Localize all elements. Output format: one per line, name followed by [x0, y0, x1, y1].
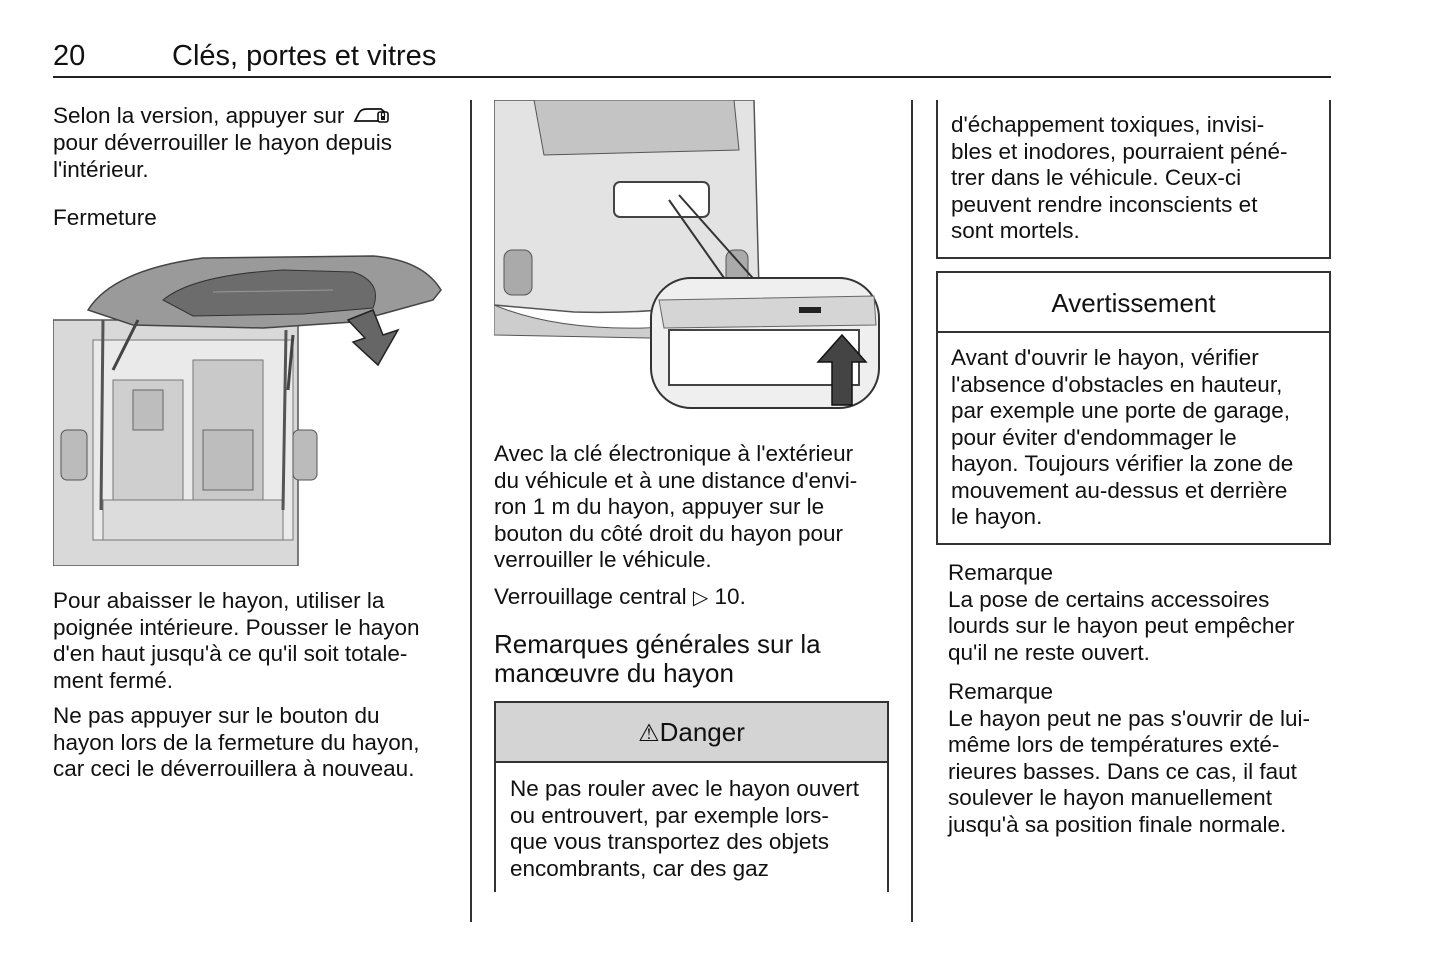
text-line: soulever le hayon manuellement: [948, 785, 1272, 810]
text-line: hayon. Toujours vérifier la zone de: [951, 451, 1294, 476]
text-line: car ceci le déverrouillera à nouveau.: [53, 756, 415, 781]
text-line: trer dans le véhicule. Ceux-ci: [951, 165, 1242, 190]
cross-reference[interactable]: [494, 584, 746, 612]
danger-box: [494, 701, 889, 892]
text-line: encombrants, car des gaz: [510, 855, 769, 881]
text-line: d'échappement toxiques, invisi-: [951, 112, 1265, 137]
note-2: [948, 679, 1310, 838]
text-line: rieures basses. Dans ce cas, il faut: [948, 758, 1297, 784]
note-1: [948, 560, 1294, 666]
page-number: 20: [53, 40, 86, 72]
column-divider-1: [470, 100, 472, 922]
header-divider: [53, 76, 1331, 78]
text-line: verrouiller le véhicule.: [494, 547, 712, 572]
text-line: d'en haut jusqu'à ce qu'il soit totale-: [53, 641, 408, 666]
text-line: Pour abaisser le hayon, utiliser la: [53, 588, 385, 613]
text-line: mouvement au-dessus et derrière: [951, 477, 1288, 503]
xref-text: Verrouillage central: [494, 584, 687, 609]
text-line: bouton du côté droit du hayon pour: [494, 520, 844, 546]
text-line: peuvent rendre inconscients et: [951, 191, 1258, 217]
text-line: ron 1 m du hayon, appuyer sur le: [494, 494, 825, 519]
text-line: que vous transportez des objets: [510, 829, 829, 854]
text-line: bles et inodores, pourraient péné-: [951, 138, 1288, 164]
tailgate-closing-illustration: [53, 250, 445, 566]
xref-arrow-icon: ▷: [692, 587, 709, 609]
text-line: le hayon.: [951, 504, 1043, 529]
text-line: ment fermé.: [53, 667, 174, 693]
text-line: qu'il ne reste ouvert.: [948, 639, 1150, 665]
text-line: par exemple une porte de garage,: [951, 398, 1290, 423]
text-line: l'absence d'obstacles en hauteur,: [951, 371, 1283, 397]
intro-line-2: pour déverrouiller le hayon depuis: [53, 130, 392, 155]
paragraph-do-not-press: [53, 703, 419, 783]
warning-title: Avertissement: [938, 273, 1329, 333]
note-title: Remarque: [948, 679, 1054, 704]
note-title: Remarque: [948, 560, 1054, 585]
text-line: Avec la clé électronique à l'extérieur: [494, 441, 854, 466]
danger-header: [496, 703, 887, 763]
text-line: Le hayon peut ne pas s'ouvrir de lui-: [948, 705, 1311, 731]
heading-line: manœuvre du hayon: [494, 658, 734, 688]
text-line: hayon lors de la fermeture du hayon,: [53, 729, 420, 755]
paragraph-lower-tailgate: [53, 588, 420, 694]
text-line: Avant d'ouvrir le hayon, vérifier: [951, 345, 1259, 370]
danger-body: [496, 763, 887, 882]
text-line: même lors de températures exté-: [948, 732, 1280, 757]
text-line: Ne pas appuyer sur le bouton du: [53, 703, 380, 728]
paragraph-electronic-key: [494, 441, 857, 574]
text-line: poignée intérieure. Pousser le hayon: [53, 614, 420, 640]
intro-line-1: Selon la version, appuyer sur: [53, 103, 393, 130]
tailgate-key-icon: [353, 104, 393, 126]
subheading-fermeture: Fermeture: [53, 205, 157, 230]
danger-box-continued: [936, 100, 1331, 259]
tailgate-button-illustration: [494, 100, 884, 412]
section-heading: [494, 630, 821, 688]
column-divider-2: [911, 100, 913, 922]
text-line: Ne pas rouler avec le hayon ouvert: [510, 776, 859, 801]
text-line: jusqu'à sa position finale normale.: [948, 811, 1287, 837]
warning-box: [936, 271, 1331, 545]
heading-line: Remarques générales sur la: [494, 629, 821, 659]
text-line: sont mortels.: [951, 218, 1080, 243]
text-line: du véhicule et à une distance d'envi-: [494, 467, 858, 493]
warning-triangle-icon: ⚠: [638, 720, 660, 747]
text-line: ou entrouvert, par exemple lors-: [510, 802, 829, 828]
danger-title: Danger: [659, 717, 745, 747]
text-line: La pose de certains accessoires: [948, 586, 1270, 612]
xref-page: 10.: [714, 584, 746, 609]
text-line: pour éviter d'endommager le: [951, 424, 1237, 450]
page-title: Clés, portes et vitres: [172, 40, 437, 72]
text-line: lourds sur le hayon peut empêcher: [948, 613, 1295, 638]
warning-body: [938, 333, 1329, 531]
intro-line-3: l'intérieur.: [53, 157, 149, 182]
